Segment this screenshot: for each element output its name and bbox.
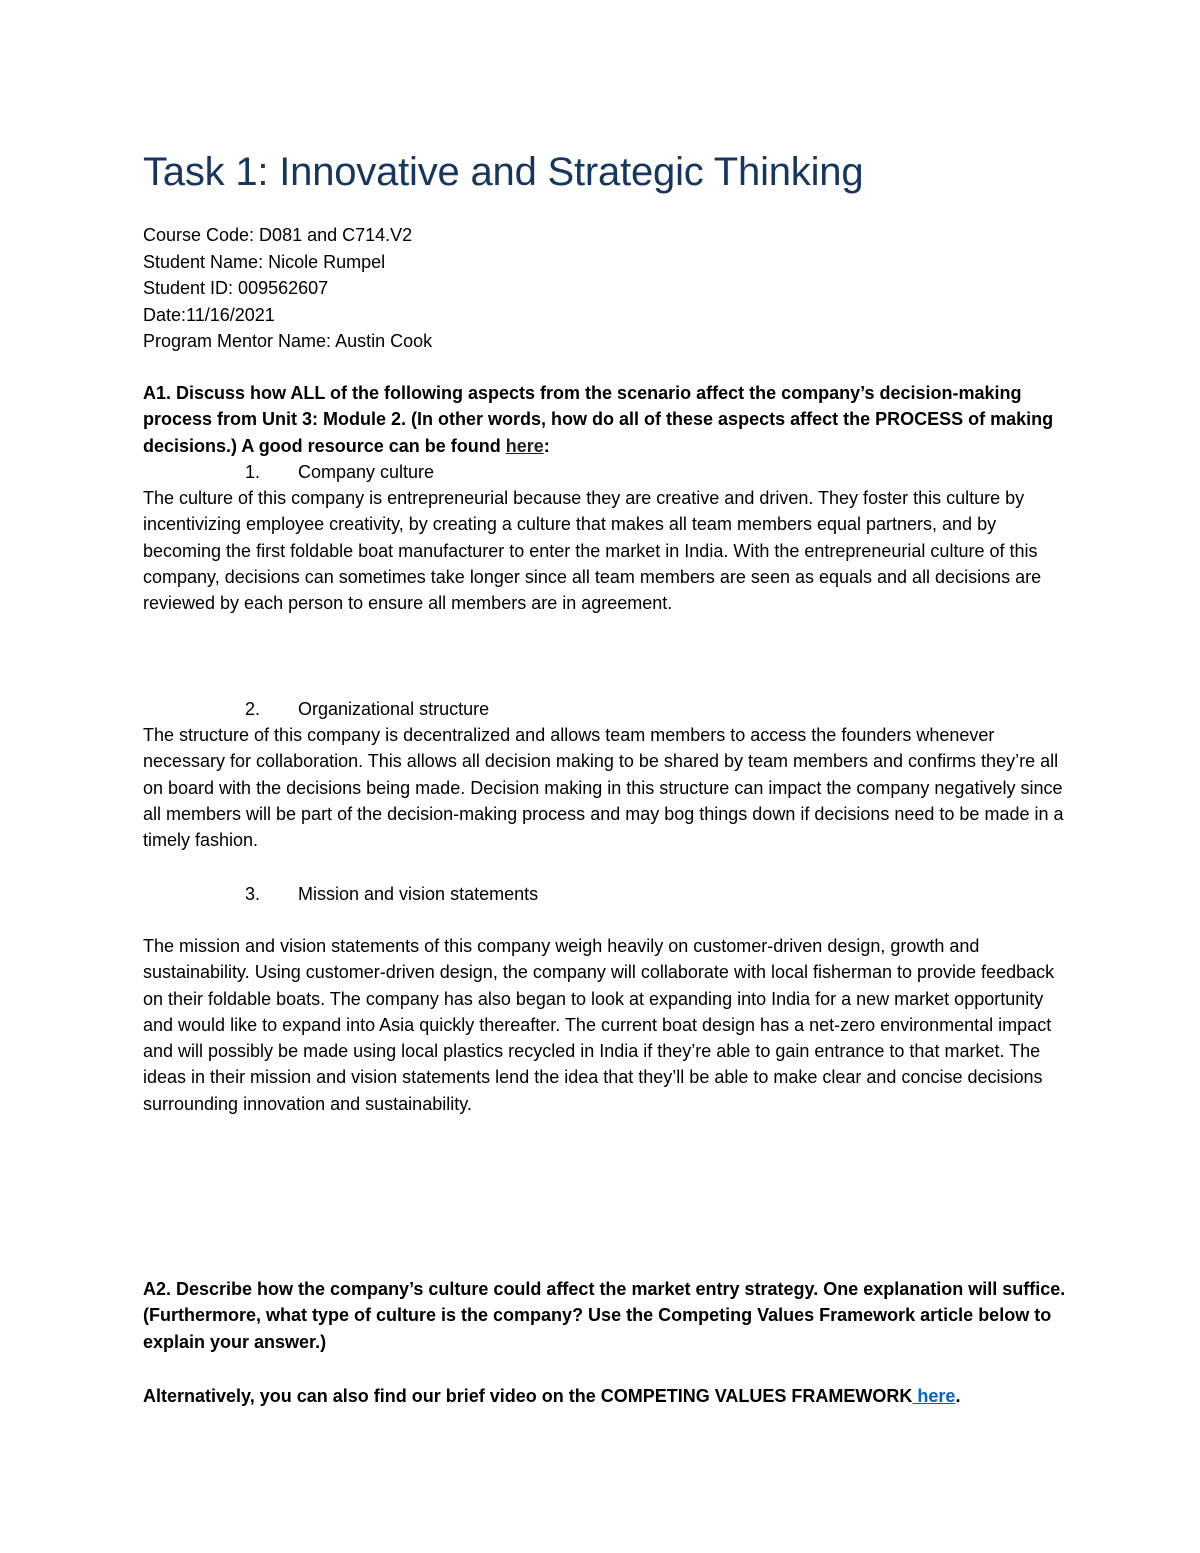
list-number: 1.	[245, 462, 261, 482]
student-info	[143, 222, 432, 355]
list-number: 3.	[245, 884, 261, 904]
mission-vision-body: The mission and vision statements of this company weigh heavily on customer-driven design, growth and sustainability. Using customer-driven design, the company will collaborate with local fisherman to provide feedback on their foldable boats. The company has also began to look at expanding into India for a new market opportunity and would like to expand into Asia quickly thereafter. The current boat design has a net-zero environmental impact and will possibly be made using local plastics recycled in India if they’re able to gain entrance to that market. The ideas in their mission and vision statements lend the idea that they’ll be able to make clear and concise decisions surrounding innovation and sustainability.	[143, 936, 1055, 1114]
organizational-structure-body: The structure of this company is decentralized and allows team members to access the founders whenever necessary for collaboration. This allows all decision making to be shared by team members and confirms they’re all on board with the decisions being made. Decision making in this structure can impact the company negatively since all members will be part of the decision-making process and may bog things down if decisions need to be made in a timely fashion.	[143, 725, 1064, 851]
list-number: 2.	[245, 699, 261, 719]
company-culture-body: The culture of this company is entrepreneurial because they are creative and driven. They foster this culture by incentivizing employee creativity, by creating a culture that makes all team members equal partners, and by becoming the first foldable boat manufacturer to enter the market in India. With the entrepreneurial culture of this company, decisions can sometimes take longer since all team members are seen as equals and all decisions are reviewed by each person to ensure all members are in agreement.	[143, 488, 1042, 614]
a1-resource-link[interactable]: here	[505, 435, 544, 456]
list-label: Mission and vision statements	[298, 884, 539, 904]
alternative-note	[143, 1383, 1068, 1409]
alternative-text: Alternatively, you can also find our brief video on the COMPETING VALUES FRAMEWORK	[143, 1386, 913, 1406]
alternative-end: .	[955, 1386, 961, 1406]
a1-prompt	[143, 380, 1068, 459]
program-mentor: Program Mentor Name: Austin Cook	[143, 331, 433, 351]
list-label: Organizational structure	[298, 699, 490, 719]
competing-values-video-link[interactable]: here	[912, 1386, 956, 1406]
date: Date:11/16/2021	[143, 304, 275, 325]
course-code: Course Code: D081 and C714.V2	[143, 225, 413, 245]
a2-prompt: A2. Describe how the company’s culture could affect the market entry strategy. One explanation will suffice. (Furthermore, what type of culture is the company? Use the Competing Values Framework article below to explain your answer.)	[143, 1279, 1066, 1352]
a1-prompt-end: :	[543, 435, 550, 456]
student-id: Student ID: 009562607	[143, 278, 329, 298]
document-title: Task 1: Innovative and Strategic Thinking	[143, 150, 864, 194]
list-label: Company culture	[298, 462, 435, 482]
a1-prompt-text: A1. Discuss how ALL of the following aspects from the scenario affect the company’s decision-making process from Unit 3: Module 2. (In other words, how do all of these aspects affect the PROCESS of making decisions.) A good resource can be found	[143, 383, 1054, 456]
student-name: Student Name: Nicole Rumpel	[143, 251, 386, 272]
